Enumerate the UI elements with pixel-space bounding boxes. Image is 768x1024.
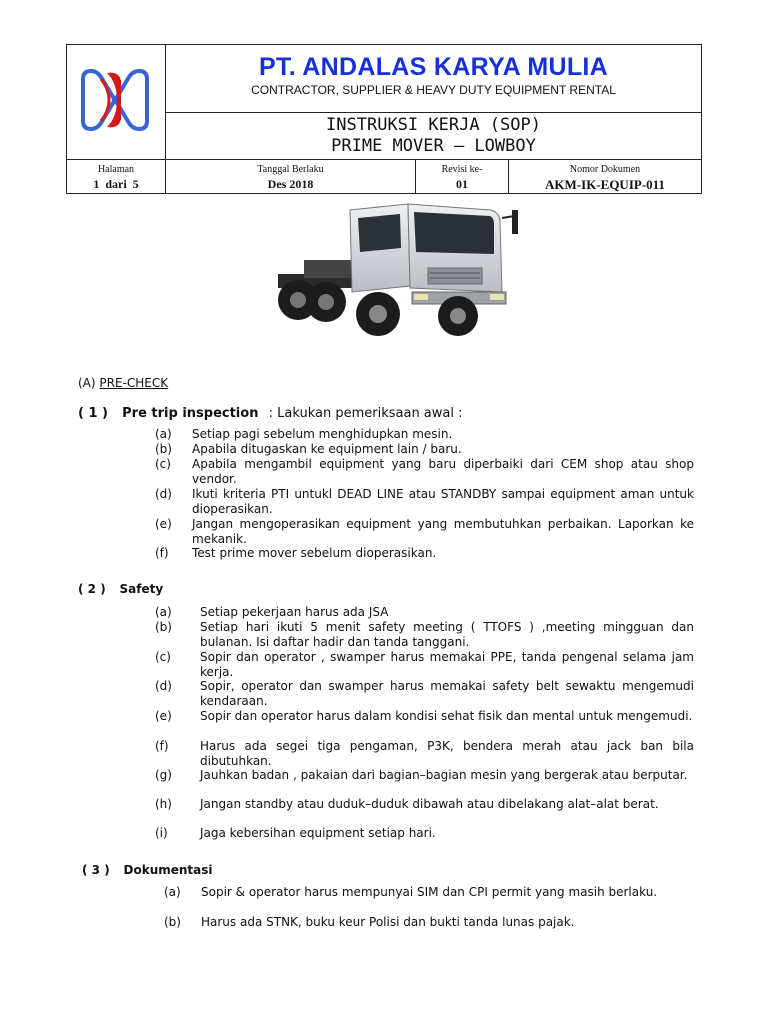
nomor-cell	[509, 160, 701, 194]
list-item-label: (e)	[155, 709, 172, 723]
list-item-text: Harus ada STNK, buku keur Polisi dan bukti tanda lunas pajak.	[201, 915, 575, 929]
nomor-value: AKM-IK-EQUIP-011	[545, 177, 665, 192]
section-a-title: PRE-CHECK	[99, 376, 169, 390]
list-item-text: Ikuti kriteria PTI untukl DEAD LINE atau STANDBY sampai equipment aman untuk dioperasikan.	[192, 487, 694, 516]
tanggal-value: Des 2018	[267, 177, 314, 191]
list-item-text: Sopir & operator harus mempunyai SIM dan CPI permit yang masih berlaku.	[201, 885, 658, 899]
nomor-label: Nomor Dokumen	[569, 164, 641, 175]
list-item-label: (c)	[155, 650, 171, 664]
list-item-label: (e)	[155, 517, 172, 531]
list-item	[155, 739, 694, 771]
list-item-text: Setiap pekerjaan harus ada JSA	[200, 605, 389, 619]
list-item-text: Harus ada segei tiga pengaman, P3K, bendera merah atau jack ban bila dibutuhkan.	[200, 739, 694, 768]
section-2-heading	[78, 582, 163, 596]
list-item-label: (h)	[155, 797, 172, 811]
document-title-line-1: INSTRUKSI KERJA (SOP)	[326, 115, 541, 135]
list-item-text: Apabila mengambil equipment yang baru diperbaiki dari CEM shop atau shop vendor.	[192, 457, 694, 486]
halaman-value: 1 dari 5	[93, 177, 139, 191]
list-item	[155, 517, 694, 549]
prime-mover-truck-image	[268, 196, 530, 348]
section-1-title: Pre trip inspection	[122, 406, 259, 421]
list-item-text: Jangan mengoperasikan equipment yang membutuhkan perbaikan. Laporkan ke mekanik.	[192, 517, 694, 546]
document-header	[66, 44, 702, 194]
list-item-text: Sopir dan operator , swamper harus memakai PPE, tanda pengenal selama jam kerja.	[200, 650, 694, 679]
list-item	[155, 546, 694, 578]
list-item-label: (a)	[155, 605, 172, 619]
list-item	[155, 768, 694, 800]
tanggal-label: Tanggal Berlaku	[257, 164, 324, 175]
list-item	[155, 457, 694, 489]
revisi-value: 01	[456, 177, 468, 191]
list-item-text: Sopir dan operator harus dalam kondisi sehat fisik dan mental untuk mengemudi.	[200, 709, 693, 723]
list-item-label: (b)	[164, 915, 181, 929]
document-title	[166, 113, 701, 159]
list-item	[155, 620, 694, 652]
section-1-desc: : Lakukan pemeriksaan awal :	[268, 406, 463, 421]
list-item-text: Apabila ditugaskan ke equipment lain / baru.	[192, 442, 462, 456]
list-item-text: Jangan standby atau duduk–duduk dibawah atau dibelakang alat–alat berat.	[200, 797, 659, 811]
section-2-title: Safety	[119, 582, 164, 596]
list-item	[164, 885, 694, 917]
list-item-text: Setiap pagi sebelum menghidupkan mesin.	[192, 427, 453, 441]
company-subtitle: CONTRACTOR, SUPPLIER & HEAVY DUTY EQUIPMENT RENTAL	[251, 83, 616, 97]
list-item	[155, 797, 694, 829]
section-3-number: ( 3 )	[82, 863, 110, 877]
section-3-heading	[82, 863, 213, 877]
halaman-label: Halaman	[97, 164, 135, 175]
list-item-label: (g)	[155, 768, 172, 782]
list-item-text: Sopir, operator dan swamper harus memakai safety belt sewaktu mengemudi kendaraan.	[200, 679, 694, 708]
document-title-line-2: PRIME MOVER – LOWBOY	[331, 136, 536, 156]
section-1-heading	[78, 406, 463, 421]
list-item-label: (i)	[155, 826, 168, 840]
list-item	[164, 915, 694, 947]
list-item-label: (d)	[155, 487, 172, 501]
list-item-text: Test prime mover sebelum dioperasikan.	[192, 546, 437, 560]
list-item-label: (a)	[164, 885, 181, 899]
list-item-label: (d)	[155, 679, 172, 693]
section-1-number: ( 1 )	[78, 406, 108, 421]
list-item	[155, 650, 694, 682]
list-item	[155, 487, 694, 519]
list-item-text: Setiap hari ikuti 5 menit safety meeting ( TTOFS ) ,meeting mingguan dan bulanan. Isi daftar hadir dan tanda tanggani.	[200, 620, 694, 649]
company-logo	[79, 63, 153, 139]
list-item-label: (b)	[155, 442, 172, 456]
list-item	[155, 826, 694, 858]
company-name: PT. ANDALAS KARYA MULIA	[258, 53, 609, 81]
company-cell	[166, 45, 701, 113]
section-a-heading	[78, 376, 168, 390]
list-item-label: (c)	[155, 457, 171, 471]
list-item-text: Jauhkan badan , pakaian dari bagian–bagian mesin yang bergerak atau berputar.	[200, 768, 688, 782]
list-item-label: (f)	[155, 739, 169, 753]
meta-row	[67, 159, 701, 195]
section-3-title: Dokumentasi	[123, 863, 213, 877]
revisi-label: Revisi ke-	[441, 164, 483, 175]
list-item	[155, 679, 694, 711]
list-item-label: (a)	[155, 427, 172, 441]
section-a-label: (A)	[78, 376, 96, 390]
tanggal-cell	[166, 160, 416, 194]
section-2-number: ( 2 )	[78, 582, 106, 596]
list-item-label: (b)	[155, 620, 172, 634]
revisi-cell	[416, 160, 509, 194]
list-item	[155, 709, 694, 741]
halaman-cell	[67, 160, 166, 194]
list-item-label: (f)	[155, 546, 169, 560]
list-item-text: Jaga kebersihan equipment setiap hari.	[200, 826, 436, 840]
logo-cell	[67, 45, 166, 159]
